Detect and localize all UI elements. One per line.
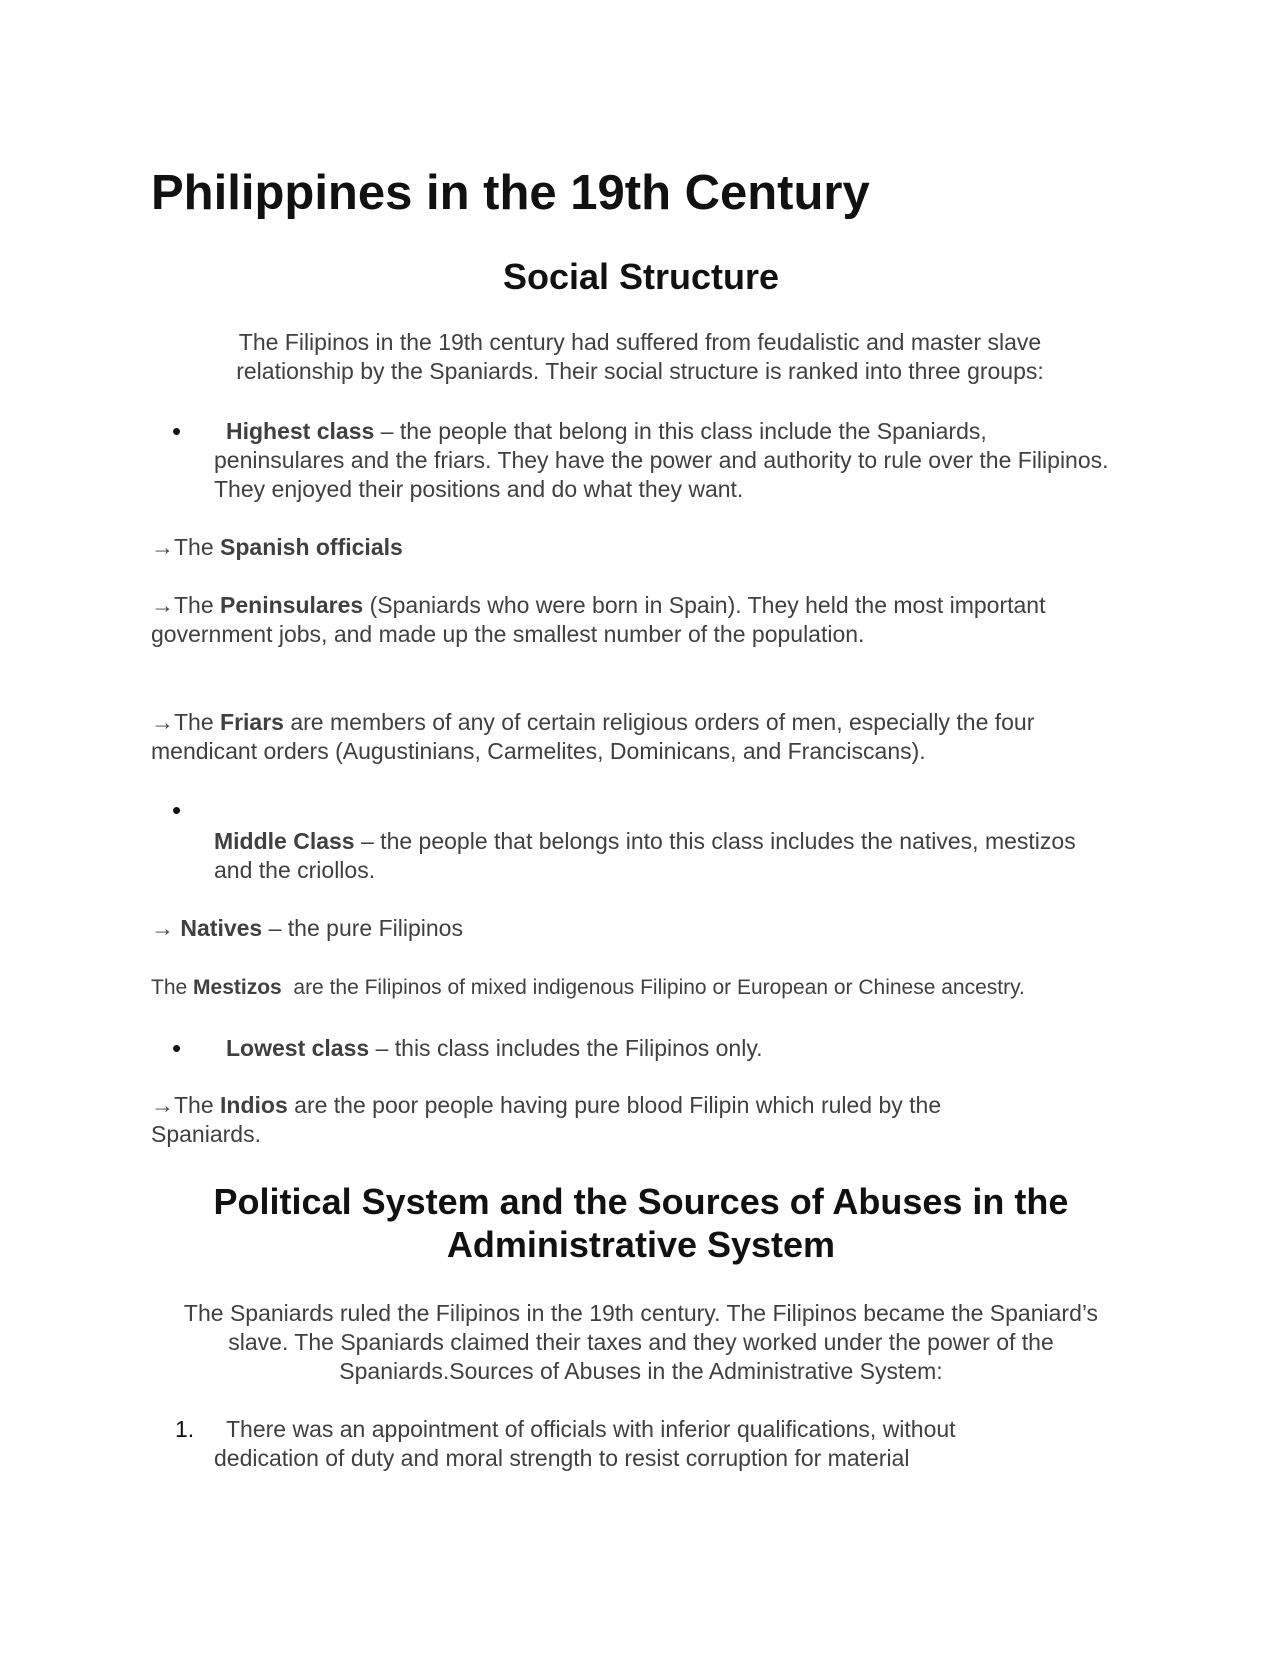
spanish-officials-label: Spanish officials: [220, 534, 403, 560]
spanish-officials-line: [151, 533, 1131, 562]
peninsulares-label: Peninsulares: [220, 592, 364, 618]
lowest-class-item: [214, 1034, 1114, 1063]
social-structure-heading: Social Structure: [502, 256, 780, 297]
lowest-class-text: – this class includes the Filipinos only.: [369, 1035, 763, 1061]
arrow-icon: →: [151, 1092, 174, 1118]
friars-label: Friars: [220, 709, 284, 735]
political-heading-line2: Administrative System: [446, 1224, 836, 1265]
middle-class-label: Middle Class: [214, 828, 355, 854]
list-item-number: 1.: [175, 1416, 195, 1442]
spanish-officials-prefix: The: [174, 534, 221, 560]
middle-class-item: [214, 827, 1114, 885]
arrow-icon: →: [151, 534, 174, 560]
abuse-list-item-1: There was an appointment of officials with inferior qualifications, without dedication of duty and moral strength to resist corruption for material: [214, 1416, 956, 1471]
middle-class-text: – the people that belongs into this class includes the natives, mestizos and the criollos.: [214, 828, 1076, 883]
bullet-icon: •: [172, 416, 182, 446]
political-system-intro: The Spaniards ruled the Filipinos in the 19th century. The Filipinos became the Spaniard’s slave. The Spaniards claimed their taxes and they worked under the power of the Spaniards.Sources of Abuses in the Administrative System:: [183, 1300, 1099, 1384]
peninsulares-prefix: The: [174, 592, 221, 618]
mestizos-label: Mestizos: [193, 976, 282, 999]
natives-text: – the pure Filipinos: [262, 915, 463, 941]
natives-label: Natives: [180, 915, 263, 941]
peninsulares-paragraph: [151, 591, 1141, 649]
peninsulares-text: (Spaniards who were born in Spain). They held the most important government jobs, and made up the smallest number of the population.: [151, 592, 1046, 647]
natives-line: [151, 914, 1131, 943]
mestizos-line: [151, 975, 1151, 1001]
friars-paragraph: [151, 708, 1131, 766]
arrow-icon: →: [151, 592, 174, 618]
mestizos-text: are the Filipinos of mixed indigenous Filipino or European or Chinese ancestry.: [281, 976, 1025, 999]
bullet-icon: •: [172, 795, 182, 825]
highest-class-label: Highest class: [226, 418, 375, 444]
bullet-icon: •: [172, 1033, 182, 1063]
friars-text: are members of any of certain religious orders of men, especially the four mendicant orders (Augustinians, Carmelites, Dominicans, and Franciscans).: [151, 709, 1035, 764]
social-structure-intro: The Filipinos in the 19th century had suffered from feudalistic and master slave relationship by the Spaniards. Their social structure is ranked into three groups:: [236, 329, 1044, 384]
document-title: Philippines in the 19th Century: [151, 166, 870, 220]
arrow-icon: →: [151, 709, 174, 735]
indios-paragraph: [151, 1091, 1031, 1149]
lowest-class-label: Lowest class: [226, 1035, 370, 1061]
friars-prefix: The: [174, 709, 221, 735]
political-system-heading: [151, 1180, 1131, 1266]
arrow-icon: →: [151, 915, 174, 941]
indios-label: Indios: [220, 1092, 288, 1118]
mestizos-prefix: The: [151, 976, 194, 999]
indios-prefix: The: [174, 1092, 221, 1118]
highest-class-item: [214, 417, 1114, 504]
indios-text: are the poor people having pure blood Filipin which ruled by the Spaniards.: [151, 1092, 942, 1147]
highest-class-text: – the people that belong in this class include the Spaniards, peninsulares and the friars. They have the power and authority to rule over the Filipinos. They enjoyed their positions and do what they want.: [214, 418, 1109, 502]
political-heading-line1: Political System and the Sources of Abuses in the: [213, 1181, 1069, 1222]
